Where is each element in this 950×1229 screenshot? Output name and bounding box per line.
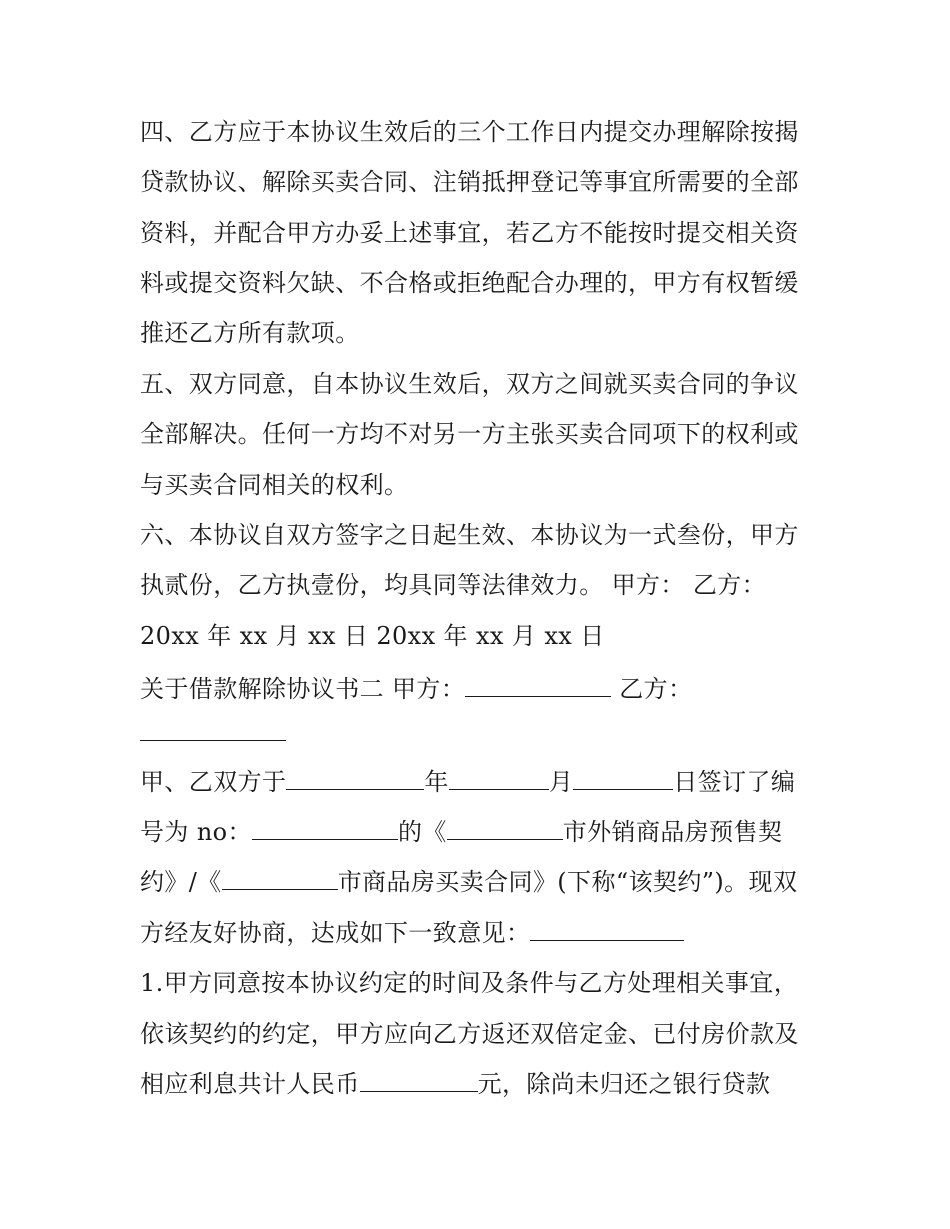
text-line: 贷款协议、解除买卖合同、注销抵押登记等事宜所需要的全部 [140,168,799,196]
party-b-blank [140,718,286,741]
text-line: 资料，并配合甲方办妥上述事宜，若乙方不能按时提交相关资 [140,219,799,247]
text-line: 甲、乙双方于 年 月 日签订了编 [140,768,796,796]
amount-blank [360,1069,478,1092]
text-line: 1.甲方同意按本协议约定的时间及条件与乙方处理相关事宜， [140,969,799,997]
text-line: 依该契约的约定，甲方应向乙方返还双倍定金、已付房价款及 [140,1020,799,1048]
agreement-2-title: 关于借款解除协议书二 甲方： [140,675,466,703]
text-line: 执贰份，乙方执壹份，均具同等法律效力。 甲方： 乙方： [140,571,767,599]
date-month-blank [449,767,549,790]
party-b-label: 乙方： [619,675,693,703]
text-line: 料或提交资料欠缺、不合格或拒绝配合办理的，甲方有权暂缓 [140,269,799,297]
date-year-blank [286,767,424,790]
city-blank [447,817,563,840]
opinion-blank [530,918,684,941]
date-line: 20xx 年 xx 月 xx 日 20xx 年 xx 月 xx 日 [140,622,605,650]
text-line: 推还乙方所有款项。 [140,319,360,347]
agreement-2-title-line [140,674,820,704]
text-line: 方经友好协商，达成如下一致意见： [140,918,820,948]
party-a-blank [465,674,611,697]
contract-number-blank [252,817,398,840]
text-line: 四、乙方应于本协议生效后的三个工作日内提交办理解除按揭 [140,118,799,146]
text-line: 与买卖合同相关的权利。 [140,471,409,499]
text-line: 号为 no： 的《 市外销商品房预售契 [140,818,783,846]
text-line: 相应利息共计人民币 元，除尚未归还之银行贷款 [140,1070,771,1098]
city-blank [222,867,338,890]
text-line: 五、双方同意，自本协议生效后，双方之间就买卖合同的争议 [140,370,799,398]
text-line: 约》/《 市商品房买卖合同》(下称“该契约”)。现双 [140,868,798,896]
text-line: 全部解决。任何一方均不对另一方主张买卖合同项下的权利或 [140,420,799,448]
text-line: 六、本协议自双方签字之日起生效、本协议为一式叁份，甲方 [140,521,799,549]
date-day-blank [573,767,673,790]
party-b-blank-line [140,718,820,748]
